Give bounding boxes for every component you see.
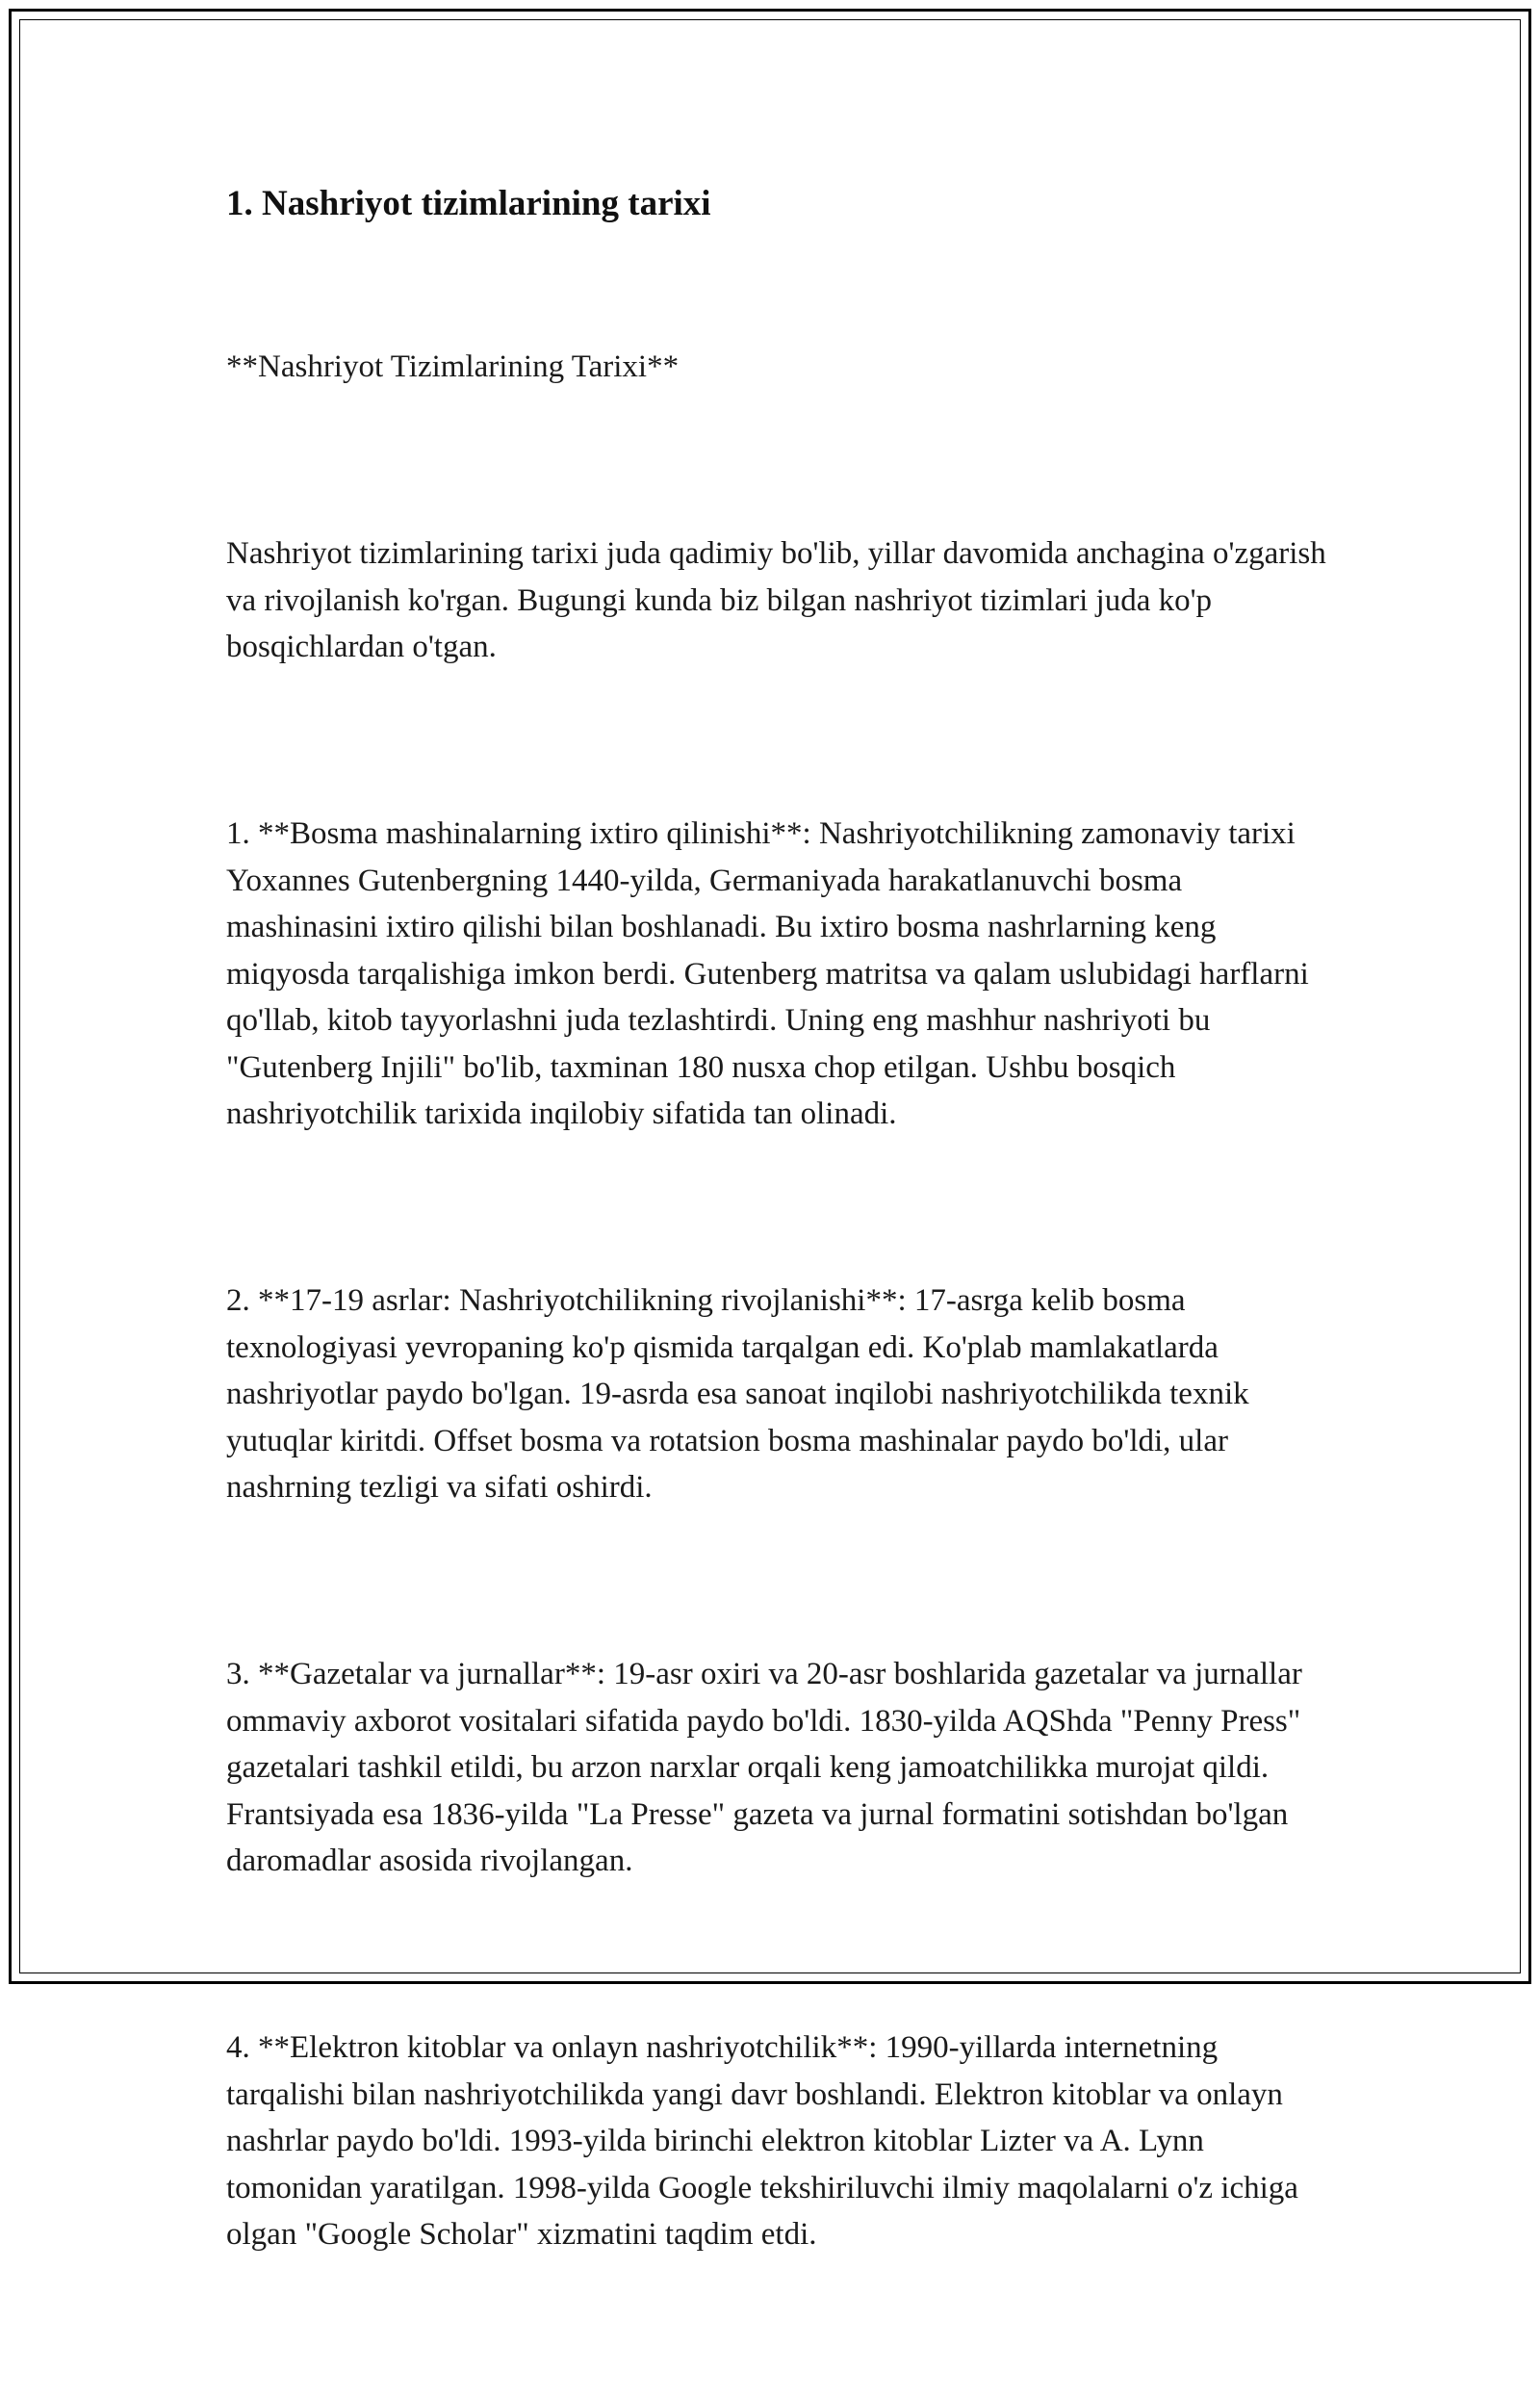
- item-2-paragraph: 2. **17-19 asrlar: Nashriyotchilikning rivojlanishi**: 17-asrga kelib bosma texnologiyasi yevropaning ko'p qismida tarqalgan edi. Ko'plab mamlakatlarda nashriyotlar paydo bo'lgan. 19-asrda esa sanoat inqilobi nashriyotchilikda texnik yutuqlar kiritdi. Offset bosma va rotatsion bosma mashinalar paydo bo'ldi, ular nashrning tezligi va sifati oshirdi.: [226, 1283, 1257, 1505]
- item-4-paragraph: 4. **Elektron kitoblar va onlayn nashriyotchilik**: 1990-yillarda internetning tarqalishi bilan nashriyotchilikda yangi davr boshlandi. Elektron kitoblar va onlayn nashrlar paydo bo'ldi. 1993-yilda birinchi elektron kitoblar Lizter va A. Lynn tomonidan yaratilgan. 1998-yilda Google tekshiriluvchi ilmiy maqolalarni o'z ichiga olgan "Google Scholar" xizmatini taqdim etdi.: [226, 2030, 1307, 2252]
- item-3-paragraph: 3. **Gazetalar va jurnallar**: 19-asr oxiri va 20-asr boshlarida gazetalar va jurnallar ommaviy axborot vositalari sifatida paydo bo'ldi. 1830-yilda AQShda "Penny Press" gazetalari tashkil etildi, bu arzon narxlar orqali keng jamoatchilikka murojat qildi. Frantsiyada esa 1836-yilda "La Presse" gazeta va jurnal formatini sotishdan bo'lgan daromadlar asosida rivojlangan.: [226, 1657, 1311, 1878]
- subtitle-paragraph: **Nashriyot Tizimlarining Tarixi**: [226, 349, 680, 384]
- document-body: [226, 250, 1333, 2398]
- document-content: [226, 181, 1333, 2398]
- intro-paragraph: Nashriyot tizimlarining tarixi juda qadimiy bo'lib, yillar davomida anchagina o'zgarish va rivojlanish ko'rgan. Bugungi kunda biz bilgan nashriyot tizimlari juda ko'p bosqichlardan o'tgan.: [226, 536, 1335, 664]
- section-heading: 1. Nashriyot tizimlarining tarixi: [226, 184, 711, 223]
- item-1-paragraph: 1. **Bosma mashinalarning ixtiro qilinishi**: Nashriyotchilikning zamonaviy tarixi Yoxannes Gutenbergning 1440-yilda, Germaniyada harakatlanuvchi bosma mashinasini ixtiro qilishi bilan boshlanadi. Bu ixtiro bosma nashrlarning keng miqyosda tarqalishiga imkon berdi. Gutenberg matritsa va qalam uslubidagi harflarni qo'llab, kitob tayyorlashni juda tezlashtirdi. Uning eng mashhur nashriyoti bu "Gutenberg Injili" bo'lib, taxminan 180 nusxa chop etilgan. Ushbu bosqich nashriyotchilik tarixida inqilobiy sifatida tan olinadi.: [226, 816, 1318, 1131]
